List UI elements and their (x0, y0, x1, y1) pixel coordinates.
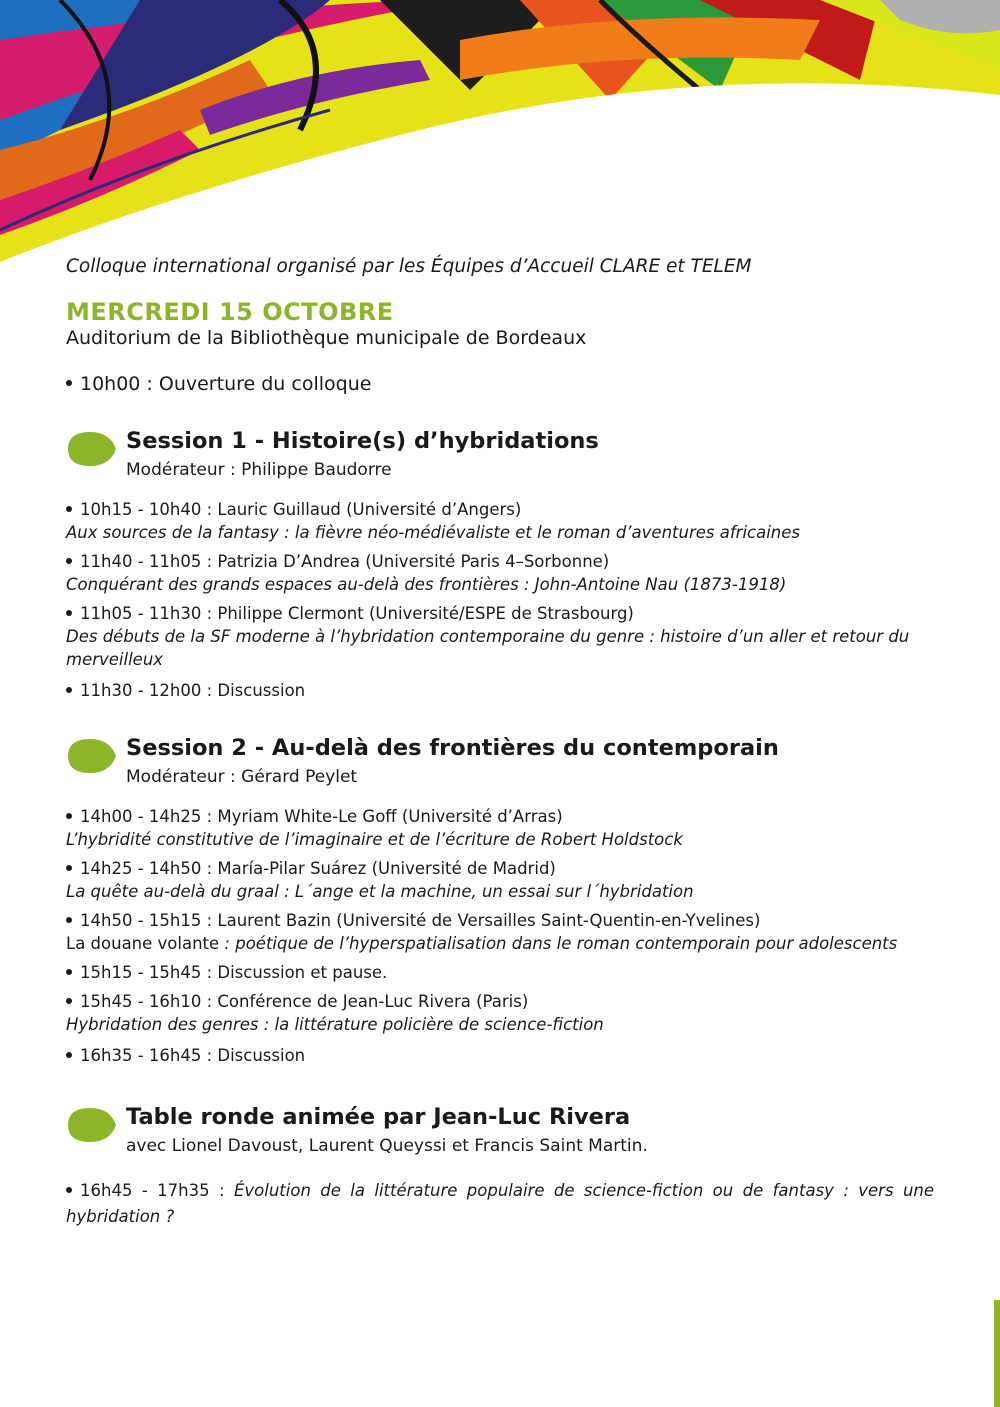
talk-time-text: 11h40 - 11h05 : Patrizia D’Andrea (Université Paris 4–Sorbonne) (80, 552, 610, 571)
talk-time-text: 15h15 - 15h45 : Discussion et pause. (80, 963, 388, 982)
talk-item (66, 498, 934, 544)
bullet-icon (66, 506, 72, 512)
talk-time (66, 990, 934, 1013)
edge-decoration (994, 1300, 1000, 1407)
talk-time (66, 1044, 934, 1067)
talk-time-text: 10h15 - 10h40 : Lauric Guillaud (Université d’Angers) (80, 500, 522, 519)
talk-time (66, 602, 934, 625)
session-header (66, 1104, 934, 1168)
decorative-banner (0, 0, 1000, 270)
talk-time-text: 11h30 - 12h00 : Discussion (80, 681, 306, 700)
leaf-icon (66, 737, 118, 775)
talk-time (66, 498, 934, 521)
session-header (66, 428, 934, 492)
talk-item (66, 679, 934, 702)
session-moderator: Modérateur : Philippe Baudorre (126, 460, 392, 480)
bullet-icon (66, 813, 72, 819)
talk-time-text: 14h00 - 14h25 : Myriam White-Le Goff (Université d’Arras) (80, 807, 563, 826)
bullet-icon (66, 865, 72, 871)
bullet-icon (66, 1187, 72, 1193)
talk-item (66, 909, 934, 955)
talk-item (66, 1178, 934, 1230)
session-title: Table ronde animée par Jean-Luc Rivera (126, 1104, 631, 1130)
bullet-icon (66, 380, 72, 386)
talk-title: L’hybridité constitutive de l’imaginaire et de l’écriture de Robert Holdstock (66, 830, 683, 849)
session-header (66, 735, 934, 799)
talk-time-text: 11h05 - 11h30 : Philippe Clermont (Université/ESPE de Strasbourg) (80, 604, 634, 623)
talk-item (66, 805, 934, 851)
talk-time (66, 857, 934, 880)
talk-item (66, 857, 934, 903)
bullet-icon (66, 998, 72, 1004)
talk-item (66, 990, 934, 1036)
bullet-icon (66, 969, 72, 975)
bullet-icon (66, 687, 72, 693)
talk-item (66, 602, 934, 671)
talk-title: Des débuts de la SF moderne à l’hybridation contemporaine du genre : histoire d’un aller et retour du merveilleux (66, 627, 910, 669)
talk-title: Évolution de la littérature populaire de science-fiction ou de fantasy : vers une hybridation ? (66, 1181, 935, 1226)
talk-time-text: 14h25 - 14h50 : María-Pilar Suárez (Université de Madrid) (80, 859, 556, 878)
round-table (66, 1104, 934, 1230)
opening-text: 10h00 : Ouverture du colloque (80, 373, 372, 395)
event-venue: Auditorium de la Bibliothèque municipale de Bordeaux (66, 327, 587, 349)
session-title: Session 2 - Au-delà des frontières du contemporain (126, 735, 779, 761)
talk-time (66, 679, 934, 702)
session-2 (66, 735, 934, 1067)
talk-time (66, 909, 934, 932)
talk-item (66, 1044, 934, 1067)
talk-title: Conquérant des grands espaces au-delà des frontières : John-Antoine Nau (1873-1918) (66, 575, 787, 594)
talk-title-plain: La douane volante (66, 934, 220, 953)
talk-time-text: 15h45 - 16h10 : Conférence de Jean-Luc Rivera (Paris) (80, 992, 529, 1011)
event-date: MERCREDI 15 OCTOBRE (66, 298, 394, 326)
talk-item (66, 550, 934, 596)
talk-time-text: 16h35 - 16h45 : Discussion (80, 1046, 306, 1065)
talk-title (66, 932, 934, 955)
talk-title: Hybridation des genres : la littérature policière de science-fiction (66, 1015, 604, 1034)
talk-title-italic: : poétique de l’hyperspatialisation dans le roman contemporain pour adolescents (219, 934, 898, 953)
talk-time (66, 961, 934, 984)
leaf-icon (66, 1106, 118, 1144)
talk-time (66, 805, 934, 828)
session-moderator: Modérateur : Gérard Peylet (126, 767, 358, 787)
bullet-icon (66, 917, 72, 923)
talk-time (66, 550, 934, 573)
bullet-icon (66, 558, 72, 564)
talk-title: La quête au-delà du graal : L´ange et la machine, un essai sur l´hybridation (66, 882, 694, 901)
session-moderator: avec Lionel Davoust, Laurent Queyssi et Francis Saint Martin. (126, 1136, 648, 1156)
bullet-icon (66, 1052, 72, 1058)
talk-time-text: 16h45 - 17h35 : (80, 1181, 234, 1200)
bullet-icon (66, 610, 72, 616)
talk-item (66, 961, 934, 984)
session-title: Session 1 - Histoire(s) d’hybridations (126, 428, 599, 454)
intro-text: Colloque international organisé par les Équipes d’Accueil CLARE et TELEM (66, 256, 752, 277)
session-1 (66, 428, 934, 702)
leaf-icon (66, 430, 118, 468)
opening-item (66, 373, 371, 395)
talk-title: Aux sources de la fantasy : la fièvre néo-médiévaliste et le roman d’aventures africaines (66, 523, 801, 542)
talk-time-text: 14h50 - 15h15 : Laurent Bazin (Université de Versailles Saint-Quentin-en-Yvelines) (80, 911, 761, 930)
